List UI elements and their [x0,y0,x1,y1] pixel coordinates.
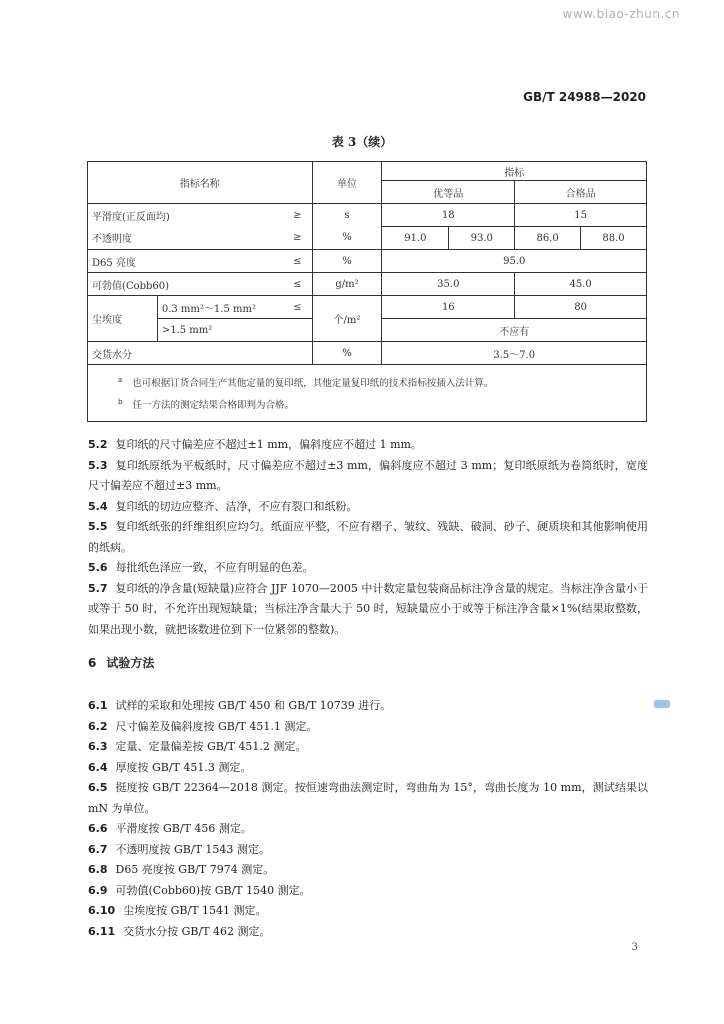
clause-text: 不透明度按 GB/T 1543 测定。 [115,842,270,856]
row-cobb-qualified: 45.0 [515,273,647,296]
clause-number: 5.6 [88,561,108,574]
row-moisture-name: 交货水分 [88,342,313,365]
clause-number: 6.5 [88,781,108,794]
clause-number: 5.3 [88,458,108,472]
clause-text: 平滑度按 GB/T 456 测定。 [115,822,252,835]
clause-number: 6.6 [88,822,108,835]
row-dirt-name: 尘埃度 [88,296,158,342]
note-b-marker: b [118,398,123,407]
site-watermark: www.biao-zhun.cn [562,7,680,21]
clause-6-11 [88,922,648,943]
row-smoothness-sym: ≥ [275,204,312,227]
clause-number: 6.10 [88,904,116,917]
clause-text: 挺度按 GB/T 22364—2018 测定。按恒速弯曲法测定时，弯曲角为 15°，弯曲长度为 10 mm，测试结果以 mN 为单位。 [88,781,648,815]
clause-number: 6.1 [88,699,108,712]
clause-6-8 [88,860,648,881]
header-unit: 单位 [312,162,382,204]
clause-text: 可勃值(Cobb60)按 GB/T 1540 测定。 [115,883,311,897]
clause-text: 复印纸的净含量(短缺量)应符合 JJF 1070—2005 中计数定量包装商品标注净含量的规定。当标注净含量小于或等于 50 时，不允许出现短缺量；当标注净含量大于 50 时，短缺量应小于或等于标注净含量×1%(结果取整数，如果出现小数，就把该数进位到下一位紧邻的整数)。 [88,581,648,636]
clause-text: 复印纸的切边应整齐、洁净，不应有裂口和纸粉。 [115,499,358,513]
row-brightness-sym: ≤ [275,250,312,273]
row-dirt-superior: 16 [382,296,515,319]
clause-5-4 [88,497,648,518]
row-cobb-name: 可勃值(Cobb60) [88,273,276,296]
row-dirt-range2: >1.5 mm² [157,319,312,342]
clause-6-9 [88,881,648,902]
clause-6-1 [88,696,648,717]
row-opacity-unit: % [312,227,382,250]
clause-number: 5.7 [88,581,108,595]
clause-6-6 [88,819,648,840]
clause-6-3 [88,737,648,758]
page-number: 3 [631,942,638,953]
clause-5-7 [88,579,648,641]
note-b-text: 任一方法的测定结果合格即判为合格。 [132,400,294,412]
row-opacity-v1: 91.0 [382,227,449,250]
clause-text: D65 亮度按 GB/T 7974 测定。 [115,863,275,876]
row-smoothness-name: 平滑度(正反面均) [88,204,276,227]
clause-6-10 [88,901,648,922]
row-opacity-v2: 93.0 [449,227,515,250]
note-a-marker: a [118,376,123,384]
clause-number: 6.3 [88,740,108,753]
clause-5-2 [88,435,648,456]
table-title: 表 3（续） [331,135,393,149]
row-moisture-unit: % [312,342,382,365]
clauses-section-6 [88,696,648,942]
clause-text: 试样的采取和处理按 GB/T 450 和 GB/T 10739 进行。 [115,699,392,712]
row-brightness-name: D65 亮度 [88,250,276,273]
clause-text: 交货水分按 GB/T 462 测定。 [123,924,271,938]
note-a-text: 也可根据订货合同生产其他定量的复印纸，其他定量复印纸的技术指标按插入法计算。 [132,378,494,390]
section-number: 6 [88,656,97,670]
header-qualified: 合格品 [515,181,647,204]
clause-text: 定量、定量偏差按 GB/T 451.2 测定。 [115,740,307,753]
clause-6-4 [88,758,648,779]
clause-6-5 [88,778,648,819]
clause-text: 复印纸纸张的纤维组织应均匀。纸面应平整，不应有褶子、皱纹、残缺、破洞、砂子、硬质块和其他影响使用的纸病。 [88,520,648,554]
row-opacity-name: 不透明度 [88,227,276,250]
section-title: 试验方法 [106,656,155,670]
note-b [118,393,616,415]
header-indicator: 指标 [382,162,647,181]
specification-table [87,161,647,422]
clauses-section-5 [88,435,648,640]
clause-5-6 [88,558,648,579]
clause-5-5 [88,517,648,558]
clause-number: 6.8 [88,863,108,876]
header-superior: 优等品 [382,181,515,204]
row-brightness-value: 95.0 [382,250,647,273]
clause-text: 尘埃度按 GB/T 1541 测定。 [123,904,267,917]
row-opacity-v3: 86.0 [515,227,581,250]
row-dirt-value2: 不应有 [382,319,647,342]
row-cobb-sym: ≤ [275,273,312,296]
clause-text: 复印纸原纸为平板纸时，尺寸偏差应不超过±3 mm，偏斜度应不超过 3 mm；复印纸原纸为卷筒纸时，宽度尺寸偏差应不超过±3 mm。 [88,458,648,492]
clause-number: 5.2 [88,438,108,451]
clause-number: 6.7 [88,842,108,856]
table-notes [88,365,647,422]
clause-6-2 [88,717,648,738]
row-brightness-unit: % [312,250,382,273]
note-a [118,371,616,393]
clause-text: 尺寸偏差及偏斜度按 GB/T 451.1 测定。 [115,719,318,733]
clause-number: 5.4 [88,499,108,513]
row-moisture-value: 3.5～7.0 [382,342,647,365]
standard-code: GB/T 24988—2020 [523,90,646,104]
row-smoothness-unit: s [312,204,382,227]
row-dirt-sym: ≤ [275,296,312,319]
clause-number: 5.5 [88,520,108,533]
clause-text: 复印纸的尺寸偏差应不超过±1 mm，偏斜度应不超过 1 mm。 [115,438,422,451]
row-dirt-unit: 个/m² [312,296,382,342]
clause-text: 每批纸色泽应一致，不应有明显的色差。 [115,561,314,574]
clause-number: 6.9 [88,883,108,897]
badge-icon [654,700,670,708]
row-cobb-superior: 35.0 [382,273,515,296]
row-dirt-range1: 0.3 mm²～1.5 mm² [157,296,275,319]
clause-number: 6.11 [88,924,116,938]
clause-number: 6.2 [88,719,108,733]
clause-5-3 [88,456,648,497]
clause-text: 厚度按 GB/T 451.3 测定。 [115,760,252,774]
row-smoothness-superior: 18 [382,204,515,227]
clause-6-7 [88,840,648,861]
row-dirt-qualified: 80 [515,296,647,319]
clause-number: 6.4 [88,760,108,774]
header-name: 指标名称 [88,162,313,204]
row-opacity-sym: ≥ [275,227,312,250]
row-opacity-v4: 88.0 [581,227,647,250]
row-smoothness-qualified: 15 [515,204,647,227]
row-cobb-unit: g/m² [312,273,382,296]
section-6-heading [88,654,154,671]
